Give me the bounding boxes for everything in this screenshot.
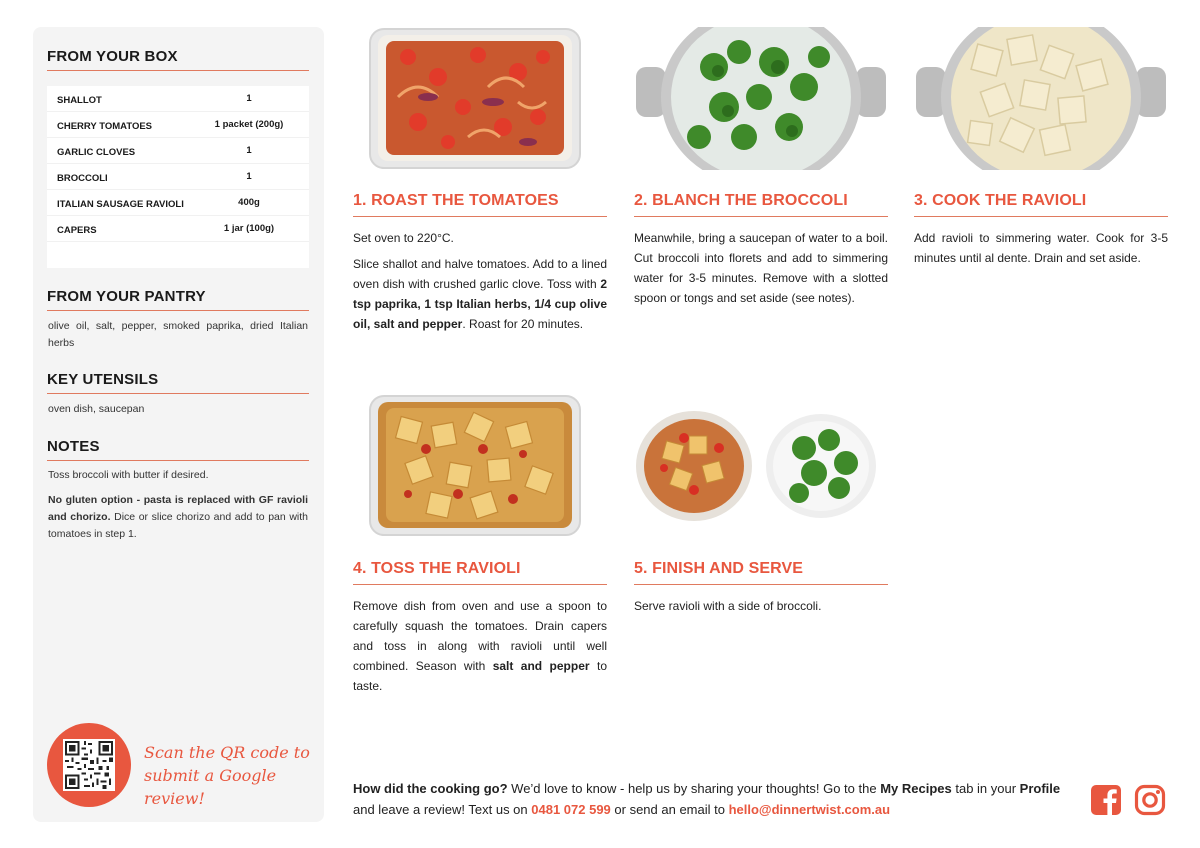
ingredient-name: BROCCOLI — [57, 173, 108, 184]
table-row — [47, 138, 309, 164]
step-4-text-bold: salt and pepper — [492, 659, 590, 673]
photo-cook-ravioli — [914, 27, 1168, 170]
step-1-body — [353, 228, 607, 340]
ingredient-name: CAPERS — [57, 225, 97, 236]
step-1-prep-c: . Roast for 20 minutes. — [462, 317, 584, 331]
step-4-body — [353, 596, 607, 702]
table-row — [47, 86, 309, 112]
ingredient-qty: 1 — [246, 171, 252, 182]
note-gluten — [48, 492, 308, 543]
note-gluten-bold: No gluten option - pasta is replaced with GF ravioli and chorizo. — [48, 494, 308, 523]
ingredient-name: GARLIC CLOVES — [57, 147, 136, 158]
footer-question: How did the cooking go? — [353, 781, 508, 796]
my-recipes-tab[interactable]: My Recipes — [880, 781, 952, 796]
profile-link[interactable]: Profile — [1019, 781, 1061, 796]
step-1-prep-a: Slice shallot and halve tomatoes. Add to a lined oven dish with crushed garlic clove. Toss with — [353, 257, 607, 291]
step-2-text: Meanwhile, bring a saucepan of water to a boil. Cut broccoli into florets and add to simmering water for 3-5 minutes. Remove with a slotted spoon or tongs and set aside (see notes). — [634, 231, 888, 305]
step-1-prep — [353, 254, 607, 334]
review-footer — [353, 778, 1073, 820]
ingredient-qty: 1 jar (100g) — [223, 223, 275, 234]
qr-code-icon[interactable] — [63, 739, 115, 791]
box-heading: FROM YOUR BOX — [47, 48, 309, 71]
notes-text — [48, 467, 308, 551]
table-row — [47, 112, 309, 138]
qr-message-line: Scan the QR code to — [144, 743, 310, 762]
qr-badge — [47, 723, 131, 807]
ingredient-qty: 1 — [246, 145, 252, 156]
footer-text: or send an email to — [610, 802, 729, 817]
photo-blanch-broccoli — [634, 27, 888, 170]
step-2-body — [634, 228, 888, 314]
table-row — [47, 216, 309, 242]
step-1-oven: Set oven to 220°C. — [353, 231, 454, 245]
step-4-text — [353, 596, 607, 696]
step-4-title: 4. TOSS THE RAVIOLI — [353, 560, 607, 585]
pantry-heading: FROM YOUR PANTRY — [47, 288, 309, 311]
footer-text: We’d love to know - help us by sharing your thoughts! Go to the — [507, 781, 881, 796]
step-2-title: 2. BLANCH THE BROCCOLI — [634, 192, 888, 217]
photo-toss-ravioli — [368, 394, 582, 537]
ingredients-table — [47, 86, 309, 268]
utensils-text — [48, 401, 308, 426]
phone-link[interactable]: 0481 072 599 — [531, 802, 611, 817]
ingredient-name: CHERRY TOMATOES — [57, 121, 153, 132]
step-5-body — [634, 596, 888, 622]
step-1-prep-bold: 2 tsp paprika, 1 tsp Italian herbs, 1/4 cup olive oil, salt and pepper — [353, 277, 607, 331]
step-3-title: 3. COOK THE RAVIOLI — [914, 192, 1168, 217]
qr-message — [144, 741, 314, 810]
step-3-text: Add ravioli to simmering water. Cook for 3-5 minutes until al dente. Drain and set aside. — [914, 231, 1168, 265]
facebook-icon[interactable] — [1090, 784, 1122, 816]
pantry-items: olive oil, salt, pepper, smoked paprika, dried Italian herbs — [48, 320, 308, 349]
pantry-text — [48, 318, 308, 360]
note-gluten-rest: Dice or slice chorizo and add to pan with tomatoes in step 1. — [48, 511, 308, 540]
instagram-icon[interactable] — [1134, 784, 1166, 816]
ingredient-qty: 1 — [246, 93, 252, 104]
photo-roast-tomatoes — [368, 27, 582, 170]
photo-finish-serve — [634, 408, 878, 524]
utensils-heading: KEY UTENSILS — [47, 371, 309, 394]
qr-message-line: submit a Google review! — [144, 766, 277, 808]
table-row — [47, 164, 309, 190]
step-4-text-c: to taste. — [353, 659, 607, 693]
ingredient-name: SHALLOT — [57, 95, 102, 106]
footer-text: and leave a review! Text us on — [353, 802, 532, 817]
utensils-items: oven dish, saucepan — [48, 403, 145, 415]
ingredient-name: ITALIAN SAUSAGE RAVIOLI — [57, 199, 184, 210]
step-3-body — [914, 228, 1168, 274]
table-row — [47, 190, 309, 216]
email-link[interactable]: hello@dinnertwist.com.au — [728, 802, 891, 817]
notes-heading: NOTES — [47, 438, 309, 461]
ingredient-qty: 1 packet (200g) — [214, 119, 284, 130]
note-butter: Toss broccoli with butter if desired. — [48, 469, 209, 481]
step-5-text: Serve ravioli with a side of broccoli. — [634, 599, 822, 613]
ingredients-sidebar — [33, 27, 324, 822]
step-5-title: 5. FINISH AND SERVE — [634, 560, 888, 585]
step-1-title: 1. ROAST THE TOMATOES — [353, 192, 607, 217]
step-4-text-a: Remove dish from oven and use a spoon to carefully squash the tomatoes. Drain capers and toss in along with ravioli until well combined. Season with — [353, 599, 607, 673]
footer-text: tab in your — [951, 781, 1020, 796]
ingredient-qty: 400g — [238, 197, 260, 208]
